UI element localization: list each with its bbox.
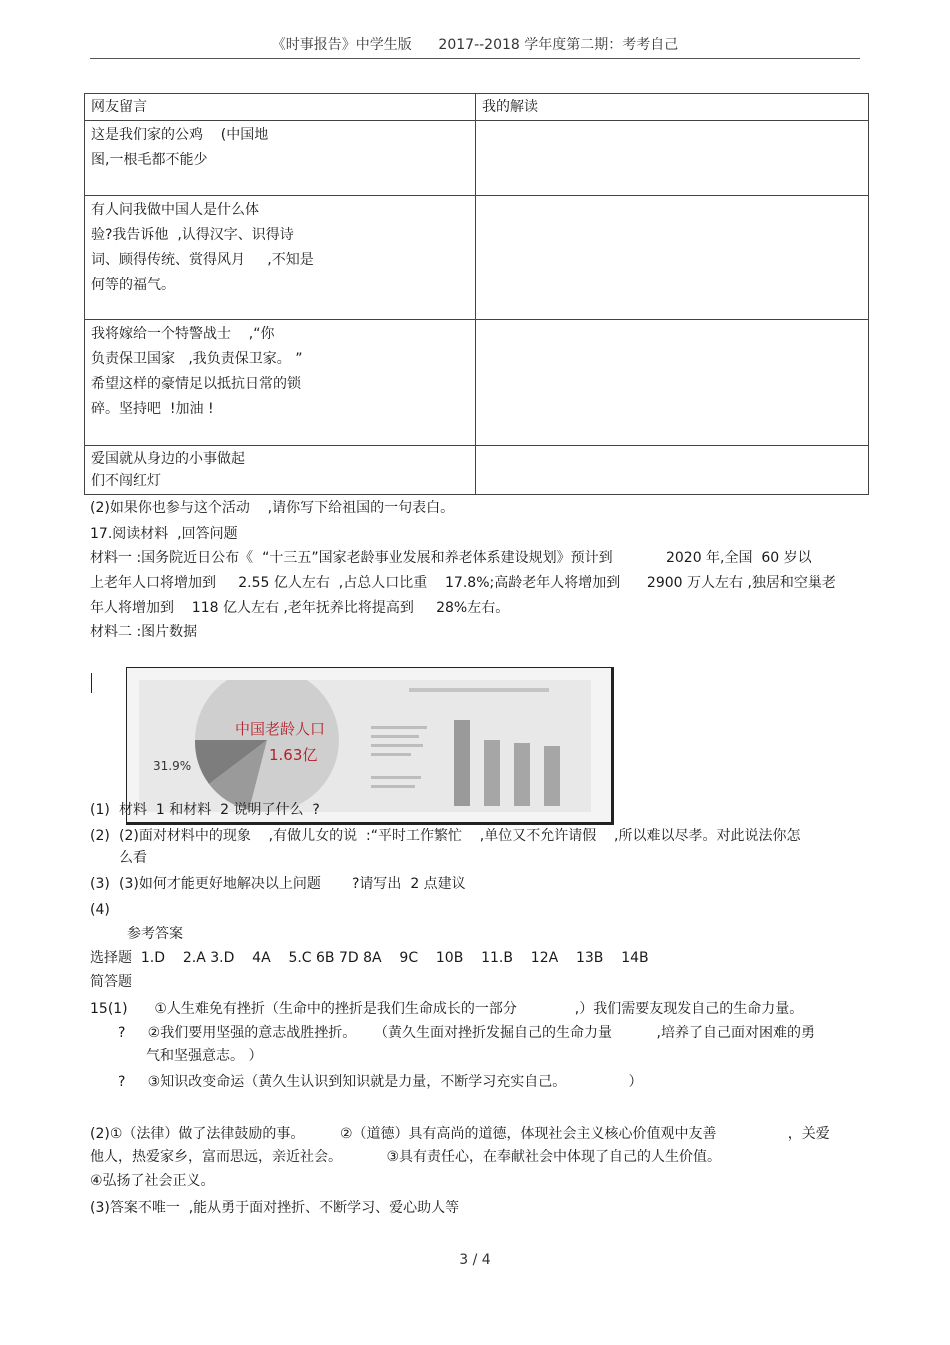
comment-line: 图,一根毛都不能少 xyxy=(91,152,208,168)
bar xyxy=(454,720,470,806)
chart-photo xyxy=(139,680,591,812)
answer-15-1: ? ③知识改变命运（黄久生认识到知识就是力量，不断学习充实自己。 ） xyxy=(118,1074,643,1090)
table-row xyxy=(85,320,869,446)
sub-question-number: (3) xyxy=(90,876,110,892)
table-row xyxy=(85,196,869,320)
material-1-line: 材料一 :国务院近日公布《 “十三五”国家老龄事业发展和养老体系建设规划》预计到 2020 年,全国 60 岁以 xyxy=(90,550,812,566)
comment-cell xyxy=(85,196,476,320)
answer-15-2: ④弘扬了社会正义。 xyxy=(90,1173,215,1189)
sub-question-text: (2)面对材料中的现象 ,有做儿女的说 :“平时工作繁忙 ,单位又不允许请假 ,所以难以尽孝。对此说法你怎 xyxy=(119,828,801,844)
chart-photo-drawing xyxy=(139,680,591,812)
answer-15-2: (2)①（法律）做了法律鼓励的事。 ②（道德）具有高尚的道德，体现社会主义核心价值观中友善 ，关爱 xyxy=(90,1126,830,1142)
text-cursor xyxy=(91,673,92,693)
table-row xyxy=(85,446,869,495)
answer-15-1: 15(1) ①人生难免有挫折（生命中的挫折是我们生命成长的一部分 ,）我们需要友现发自己的生命力量。 xyxy=(90,1001,804,1017)
bar xyxy=(484,740,500,806)
sub-question-number: (1) xyxy=(90,802,110,818)
answer-15-3: (3)答案不唯一 ,能从勇于面对挫折、不断学习、爱心助人等 xyxy=(90,1200,460,1216)
pie-label-handwritten: 中国老龄人口 xyxy=(235,720,326,738)
page-number: 3 / 4 xyxy=(459,1252,491,1268)
sub-question-number: (4) xyxy=(90,902,110,918)
bar xyxy=(514,743,530,806)
table-row xyxy=(85,121,869,196)
comment-line: 有人问我做中国人是什么体 xyxy=(91,202,259,218)
comment-line: 何等的福气。 xyxy=(91,277,175,293)
page-header: 《时事报告》中学生版 2017--2018 学年度第二期：考考自己 xyxy=(90,34,860,59)
comment-line: 这是我们家的公鸡 (中国地 xyxy=(91,127,269,143)
pie-percent: 31.9% xyxy=(153,759,192,773)
answers-choice: 选择题 1.D 2.A 3.D 4A 5.C 6B 7D 8A 9C 10B 11.B 12A 13B 14B xyxy=(90,950,649,966)
column-header-comments: 网友留言 xyxy=(85,94,476,121)
comment-line: 词、顾得传统、赏得风月 ,不知是 xyxy=(91,252,314,268)
bar xyxy=(544,746,560,806)
interpretation-cell[interactable] xyxy=(476,446,869,495)
sub-question-text: (3)如何才能更好地解决以上问题 ?请写出 2 点建议 xyxy=(119,876,466,892)
interpretation-cell[interactable] xyxy=(476,320,869,446)
comment-line: 希望这样的豪情足以抵抗日常的锁 xyxy=(91,376,301,392)
answer-15-1: ? ②我们要用坚强的意志战胜挫折。 （黄久生面对挫折发掘自己的生命力量 ,培养了自己面对困难的勇 xyxy=(118,1025,815,1041)
table-header-row xyxy=(85,94,869,121)
material-2-label: 材料二 :图片数据 xyxy=(90,624,198,640)
comment-line: 碎。坚持吧 !加油 ! xyxy=(91,401,214,417)
pie-value-handwritten: 1.63亿 xyxy=(269,746,318,764)
question-16-2: (2)如果你也参与这个活动 ,请你写下给祖国的一句表白。 xyxy=(90,500,455,516)
answer-15-2: 他人，热爱家乡，富而思远，亲近社会。 ③具有责任心，在奉献社会中体现了自己的人生价值。 xyxy=(90,1149,722,1165)
comment-line: 负责保卫国家 ,我负责保卫家。 ” xyxy=(91,351,303,367)
interpretation-cell[interactable] xyxy=(476,121,869,196)
comment-cell xyxy=(85,320,476,446)
sub-question-number: (2) xyxy=(90,828,110,844)
comment-table xyxy=(84,93,869,495)
comment-cell xyxy=(85,446,476,495)
material-1-line: 上老年人口将增加到 2.55 亿人左右 ,占总人口比重 17.8%;高龄老年人将增加到 2900 万人左右 ,独居和空巢老 xyxy=(90,575,836,591)
comment-line: 我将嫁给一个特警战士 ,“你 xyxy=(91,326,275,342)
comment-cell xyxy=(85,121,476,196)
comment-line: 验?我告诉他 ,认得汉字、识得诗 xyxy=(91,227,294,243)
material-1-line: 年人将增加到 118 亿人左右 ,老年抚养比将提高到 28%左右。 xyxy=(90,600,510,616)
answer-15-1: 气和坚强意志。 ） xyxy=(146,1048,263,1064)
answers-short-title: 简答题 xyxy=(90,974,132,990)
sub-question-text: 么看 xyxy=(119,850,147,866)
question-17-title: 17.阅读材料 ,回答问题 xyxy=(90,526,238,542)
column-header-interpretation: 我的解读 xyxy=(476,94,869,121)
interpretation-cell[interactable] xyxy=(476,196,869,320)
comment-line: 们不闯红灯 xyxy=(91,473,161,489)
answers-title: 参考答案 xyxy=(127,926,183,942)
comment-line: 爱国就从身边的小事做起 xyxy=(91,451,245,467)
sub-question-text: 材料 1 和材料 2 说明了什么 ? xyxy=(119,802,320,818)
